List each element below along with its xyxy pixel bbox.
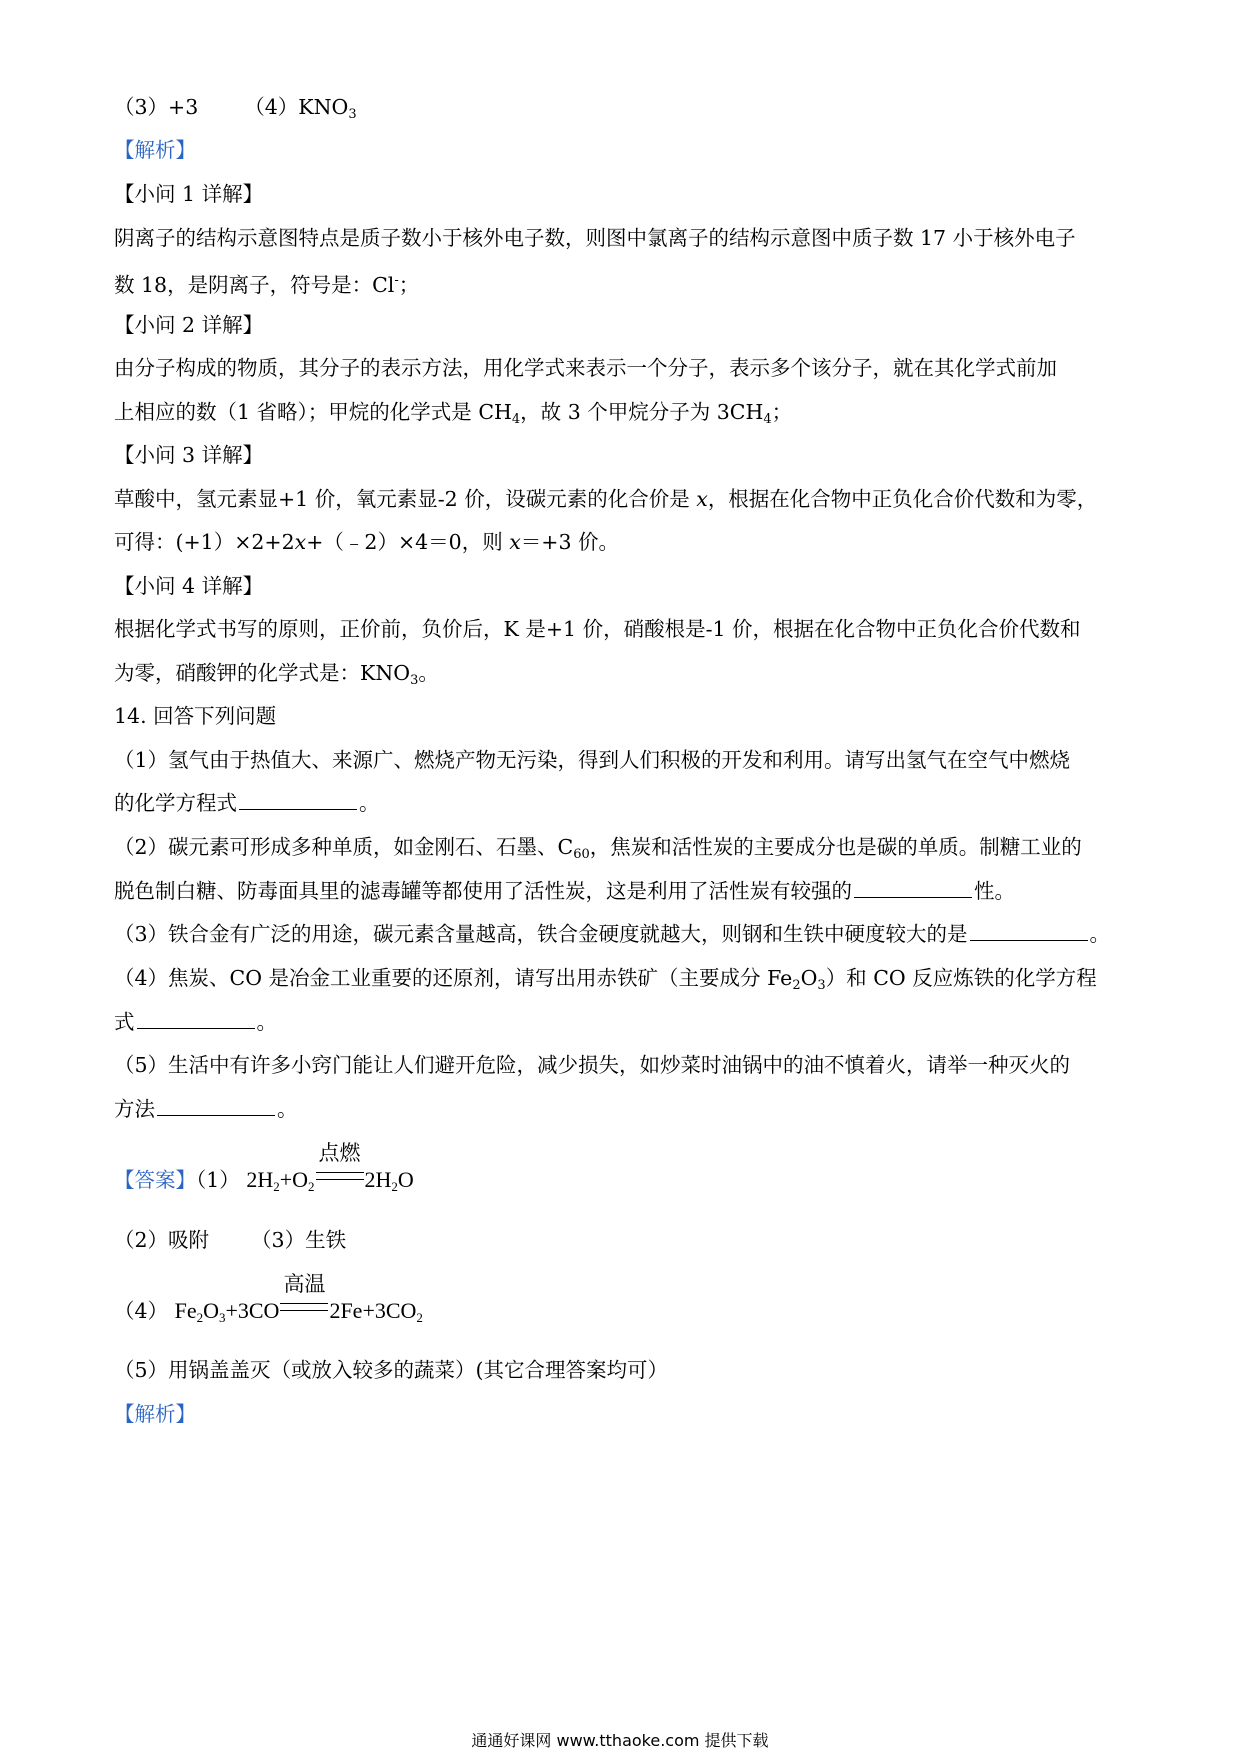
analysis-label-2: 【解析】 [114,1402,196,1426]
subquestion-4-text-line-1: 根据化学式书写的原则，正价前，负价后，K 是+1 价，硝酸根是-1 价，根据在化合物中正负化合价代数和 [114,617,1081,641]
reaction-condition: 点燃 [316,1161,364,1189]
subquestion-1-text-line-1: 阴离子的结构示意图特点是质子数小于核外电子数，则图中氯离子的结构示意图中质子数 17 小于核外电子 [114,226,1076,250]
question-14-part-1-line-2: 的化学方程式 。 [114,791,380,815]
subquestion-2-text-line-1: 由分子构成的物质，其分子的表示方法，用化学式来表示一个分子，表示多个该分子，就在其化学式前加 [114,356,1057,380]
question-14-part-4-line-2: 式 。 [114,1010,277,1034]
subquestion-1-text-line-2: 数 18，是阴离子，符号是：Cl-； [114,273,420,297]
answer-blank [137,1010,255,1029]
reaction-condition: 高温 [280,1292,328,1320]
chemical-equation: $Fe_2O_3+3CO$ 高温 $2Fe+3CO_2$ [174,1272,423,1325]
double-line-arrow [280,1303,328,1311]
question-14-part-2-line-2: 脱色制白糖、防毒面具里的滤毒罐等都使用了活性炭，这是利用了活性炭有较强的 性。 [114,879,1015,903]
answer-line-5: （5）用锅盖盖灭（或放入较多的蔬菜）(其它合理答案均可） [114,1358,669,1382]
answer-equation-1: 【答案】（1） $2H_2+O_2$ 点燃 $2H_2O$ [114,1161,414,1201]
answer-line-3-4: （3）+3 $(4)KNO_3$ [114,95,357,122]
question-14-part-4-line-1: （4）焦炭、CO 是冶金工业重要的还原剂，请写出用赤铁矿（主要成分 $Fe_2O_3$）和 CO 反应炼铁的化学方程 [114,966,1097,993]
question-14-title: 14. 回答下列问题 [114,704,277,728]
answer-blank [970,922,1088,941]
subquestion-3-heading: 【小问 3 详解】 [114,443,264,467]
subquestion-4-heading: 【小问 4 详解】 [114,574,264,598]
page-footer: 通通好课网 www.tthaoke.com 提供下载 [471,1731,769,1750]
subquestion-2-text-line-2: 上相应的数（1 省略）；甲烷的化学式是 $CH_4$，故 3 个甲烷分子为 $3CH_4$； [114,400,793,427]
answer-equation-4: （4） $Fe_2O_3+3CO$ 高温 $2Fe+3CO_2$ [114,1292,423,1332]
double-line-arrow [316,1172,364,1180]
subquestion-3-text-line-1: 草酸中，氢元素显+1 价，氧元素显-2 价，设碳元素的化合价是 x，根据在化合物中正负化合价代数和为零， [114,487,1098,511]
question-14-part-5-line-1: （5）生活中有许多小窍门能让人们避开危险，减少损失，如炒菜时油锅中的油不慎着火，请举一种灭火的 [114,1053,1071,1077]
question-14-part-3: （3）铁合金有广泛的用途，碳元素含量越高，铁合金硬度就越大，则钢和生铁中硬度较大的是 。 [114,922,1111,946]
question-14-part-5-line-2: 方法 。 [114,1097,298,1121]
answer-blank [157,1097,275,1116]
answer-blank [239,791,357,810]
question-14-part-1-line-1: （1）氢气由于热值大、来源广、燃烧产物无污染，得到人们积极的开发和利用。请写出氢气在空气中燃烧 [114,748,1071,772]
subquestion-4-text-line-2: 为零，硝酸钾的化学式是：$KNO_3$。 [114,661,439,688]
answer-line-2-3: （2）吸附 （3）生铁 [114,1228,347,1252]
subquestion-3-text-line-2: 可得：(+1）×2+2x+（﹣2）×4＝0，则 x＝+3 价。 [114,530,620,554]
subquestion-2-heading: 【小问 2 详解】 [114,313,264,337]
analysis-label: 【解析】 [114,138,196,162]
question-14-part-2-line-1: （2）碳元素可形成多种单质，如金刚石、石墨、$C_{60}$，焦炭和活性炭的主要成分也是碳的单质。制糖工业的 [114,835,1082,862]
subquestion-1-heading: 【小问 1 详解】 [114,182,264,206]
chemical-equation: $2H_2+O_2$ 点燃 $2H_2O$ [246,1141,414,1194]
answer-blank [854,879,972,898]
